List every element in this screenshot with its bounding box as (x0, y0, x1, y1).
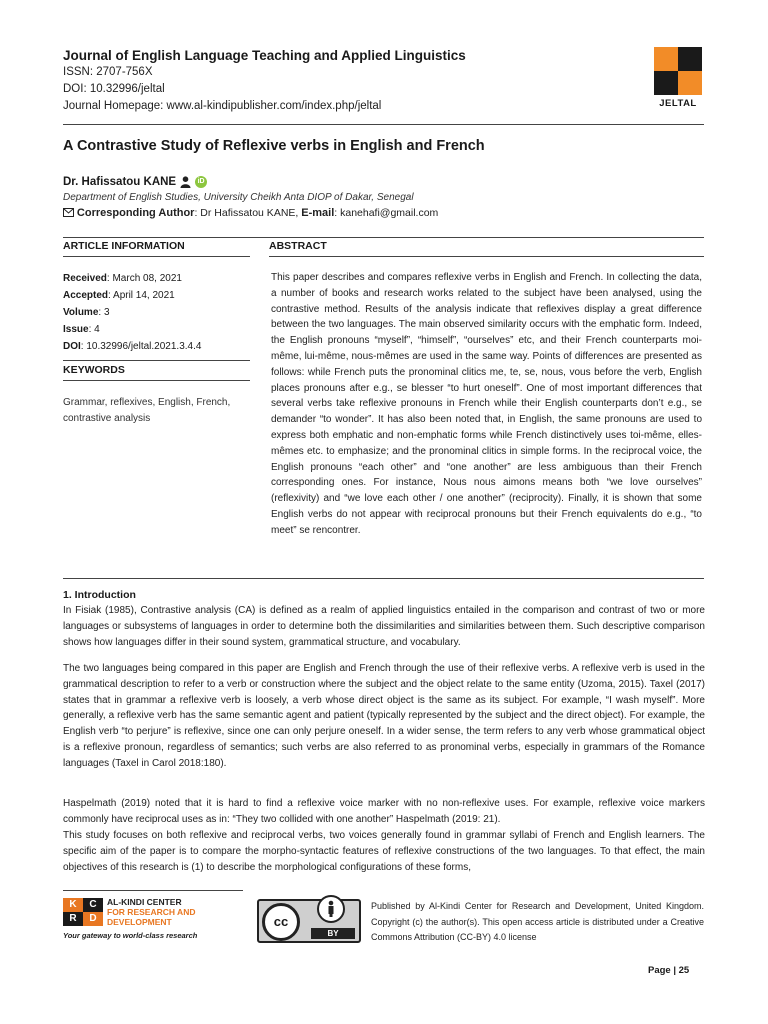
section-heading-introduction: 1. Introduction (63, 589, 136, 601)
intro-paragraph-4: This study focuses on both reflexive and reciprocal verbs, two voices generally found in grammar syllabi of French and English learners. The specific aim of the paper is to compare the morpho-syntactic features of reflexive constructions of the two languages. To that effect, the main objectives of this research is (1) to describe the morphological configurations of these forms, (63, 830, 705, 873)
accepted-label: Accepted (63, 290, 109, 301)
doi-label: DOI (63, 341, 81, 352)
info-top-divider (63, 237, 704, 238)
article-info (63, 270, 201, 355)
journal-title: Journal of English Language Teaching and Applied Linguistics (63, 48, 466, 63)
author-line (63, 176, 207, 188)
received-label: Received (63, 273, 107, 284)
kcd-name-line2 (107, 907, 195, 927)
corr-name: : Dr Hafissatou KANE, (194, 207, 302, 219)
jeltal-logo (654, 47, 702, 95)
abstract-heading-rule (269, 256, 704, 257)
footer-rule (63, 890, 243, 891)
issue-value: : 4 (88, 324, 100, 335)
article-info-heading: ARTICLE INFORMATION (63, 240, 185, 252)
kcd-letter-c: C (83, 898, 103, 912)
journal-issn: ISSN: 2707-756X (63, 66, 153, 78)
journal-doi: DOI: 10.32996/jeltal (63, 83, 165, 95)
paper-title: A Contrastive Study of Reflexive verbs in English and French (63, 138, 485, 154)
keywords-top-rule (63, 360, 250, 361)
journal-homepage[interactable]: Journal Homepage: www.al-kindipublisher.com/index.php/jeltal (63, 100, 382, 112)
kcd-tagline: Your gateway to world-class research (63, 931, 198, 940)
abstract-text: This paper describes and compares reflexive verbs in English and French. In collecting the data, a number of books and research works related to the subject have been analysed, using the contrastive method. Results of the analysis indicate that reflexives display a great difference between the two languages. The main observed similarity occurs with the emphatic form. Indeed, the English pronouns “myself”, “himself”, “ourselves” etc, and their French counterparts moi-même, lui-même, nous-mêmes are used in the same way. Points of differences are presented as follows: while French puts the pronominal clitics me, te, se, nous, vous before the verb, English places pronouns after e.g., se blesser “to hurt oneself”. One of most important differences that several verbs take reflexive pronouns in French while their English counterparts don’t e.g., se demander “to wonder”. It has also been noted that, in English, the same pronouns are used to express both emphatic and non-emphatic forms while French distinctively uses toi-même, elles- mêmes etc. to emphasize; and the pronominal clitics in simple forms. In the reciprocal voice, the English pronouns “each other” and “one another” are less ambiguous than their French corresponding ones. For instance, Nous nous aimons means both “we love ourselves” (reflexivity) and “we love each other / one another” (reciprocity). Finally, it is shown that some English verbs do not appear with reciprocal pronouns but their French equivalents do e.g., “to meet” se rencontrer. (271, 272, 702, 536)
envelope-icon (63, 208, 74, 217)
by-label: BY (311, 928, 355, 939)
keywords-heading-rule (63, 380, 250, 381)
kcd-letter-r: R (63, 912, 83, 926)
volume-value: : 3 (98, 307, 110, 318)
abstract-bottom-divider (63, 578, 704, 579)
author-name: Dr. Hafissatou KANE (63, 176, 177, 188)
kcd-name-line1: AL-KINDI CENTER (107, 897, 182, 907)
cc-icon: cc (262, 903, 300, 941)
issue-label: Issue (63, 324, 89, 335)
accepted-date: : April 14, 2021 (108, 290, 175, 301)
doi-value[interactable]: : 10.32996/jeltal.2021.3.4.4 (80, 341, 202, 352)
kcd-letter-d: D (83, 912, 103, 926)
kcd-name-line3-text: DEVELOPMENT (107, 917, 172, 927)
attribution-icon (317, 895, 345, 923)
jeltal-logo-text: JELTAL (659, 98, 697, 109)
corresponding-author (63, 207, 438, 219)
volume-label: Volume (63, 307, 99, 318)
page-number: Page | 25 (648, 965, 690, 976)
keywords-heading: KEYWORDS (63, 364, 125, 376)
intro-paragraph-3: Haspelmath (2019) noted that it is hard to find a reflexive voice marker with no non-reflexive uses. For example, reflexive voice markers commonly have reciprocal uses as in: “They two collided with one another” Haspelmath (2019: 21). (63, 798, 705, 825)
orcid-icon[interactable]: iD (195, 176, 207, 188)
author-department: Department of English Studies, University Cheikh Anta DIOP of Dakar, Senegal (63, 192, 414, 203)
keywords-list: Grammar, reflexives, English, French, contrastive analysis (63, 397, 231, 424)
received-date: : March 08, 2021 (106, 273, 182, 284)
kcd-letter-k: K (63, 898, 83, 912)
corr-email[interactable]: : kanehafi@gmail.com (334, 207, 439, 219)
corr-label: Corresponding Author (76, 207, 195, 219)
intro-paragraph-2: The two languages being compared in this paper are English and French through the use of their reflexive verbs. A reflexive verb is used in the grammatical description to refer to a verb or construction where the subject and the object relate to the same entity (Uzoma, 2015). Taxel (2017) states that in grammar a reflexive verb is loosely, a verb whose direct object is the same as its subject. For example, “I wash myself”. More generally, a reflexive verb has the same semantic agent and patient (typically represented by the subject and the direct object). For example, the English verb “to perjure” is reflexive, since one can only perjure oneself. In a wider sense, the term refers to any verb whose grammatical object is a reflexive pronoun, regardless of semantics; such verbs are also referred to as pronominal verbs, especially in grammars of the Romance languages (Taxel in Carol 2018:180). (63, 663, 705, 769)
person-icon (180, 176, 191, 188)
kcd-name-line2-text: FOR RESEARCH AND (107, 907, 196, 917)
cc-by-badge[interactable] (257, 899, 361, 943)
intro-paragraph-1: In Fisiak (1985), Contrastive analysis (CA) is defined as a realm of applied linguistics entailed in the comparison and contrast of two or more languages or subsystems of languages in order to determine both the dissimilarities and similarities between them. Such descriptive comparison shows how languages differ in their sound system, grammatical structure, and vocabulary. (63, 605, 705, 648)
header-divider (63, 124, 704, 125)
email-label: E-mail (301, 207, 335, 219)
abstract-heading: ABSTRACT (269, 240, 327, 252)
info-heading-rule (63, 256, 250, 257)
publisher-note: Published by Al-Kindi Center for Research and Development, United Kingdom. Copyright (c) the author(s). This open access article is distributed under a Creative Commons Attribution (CC-BY) 4.0 license (371, 901, 704, 942)
